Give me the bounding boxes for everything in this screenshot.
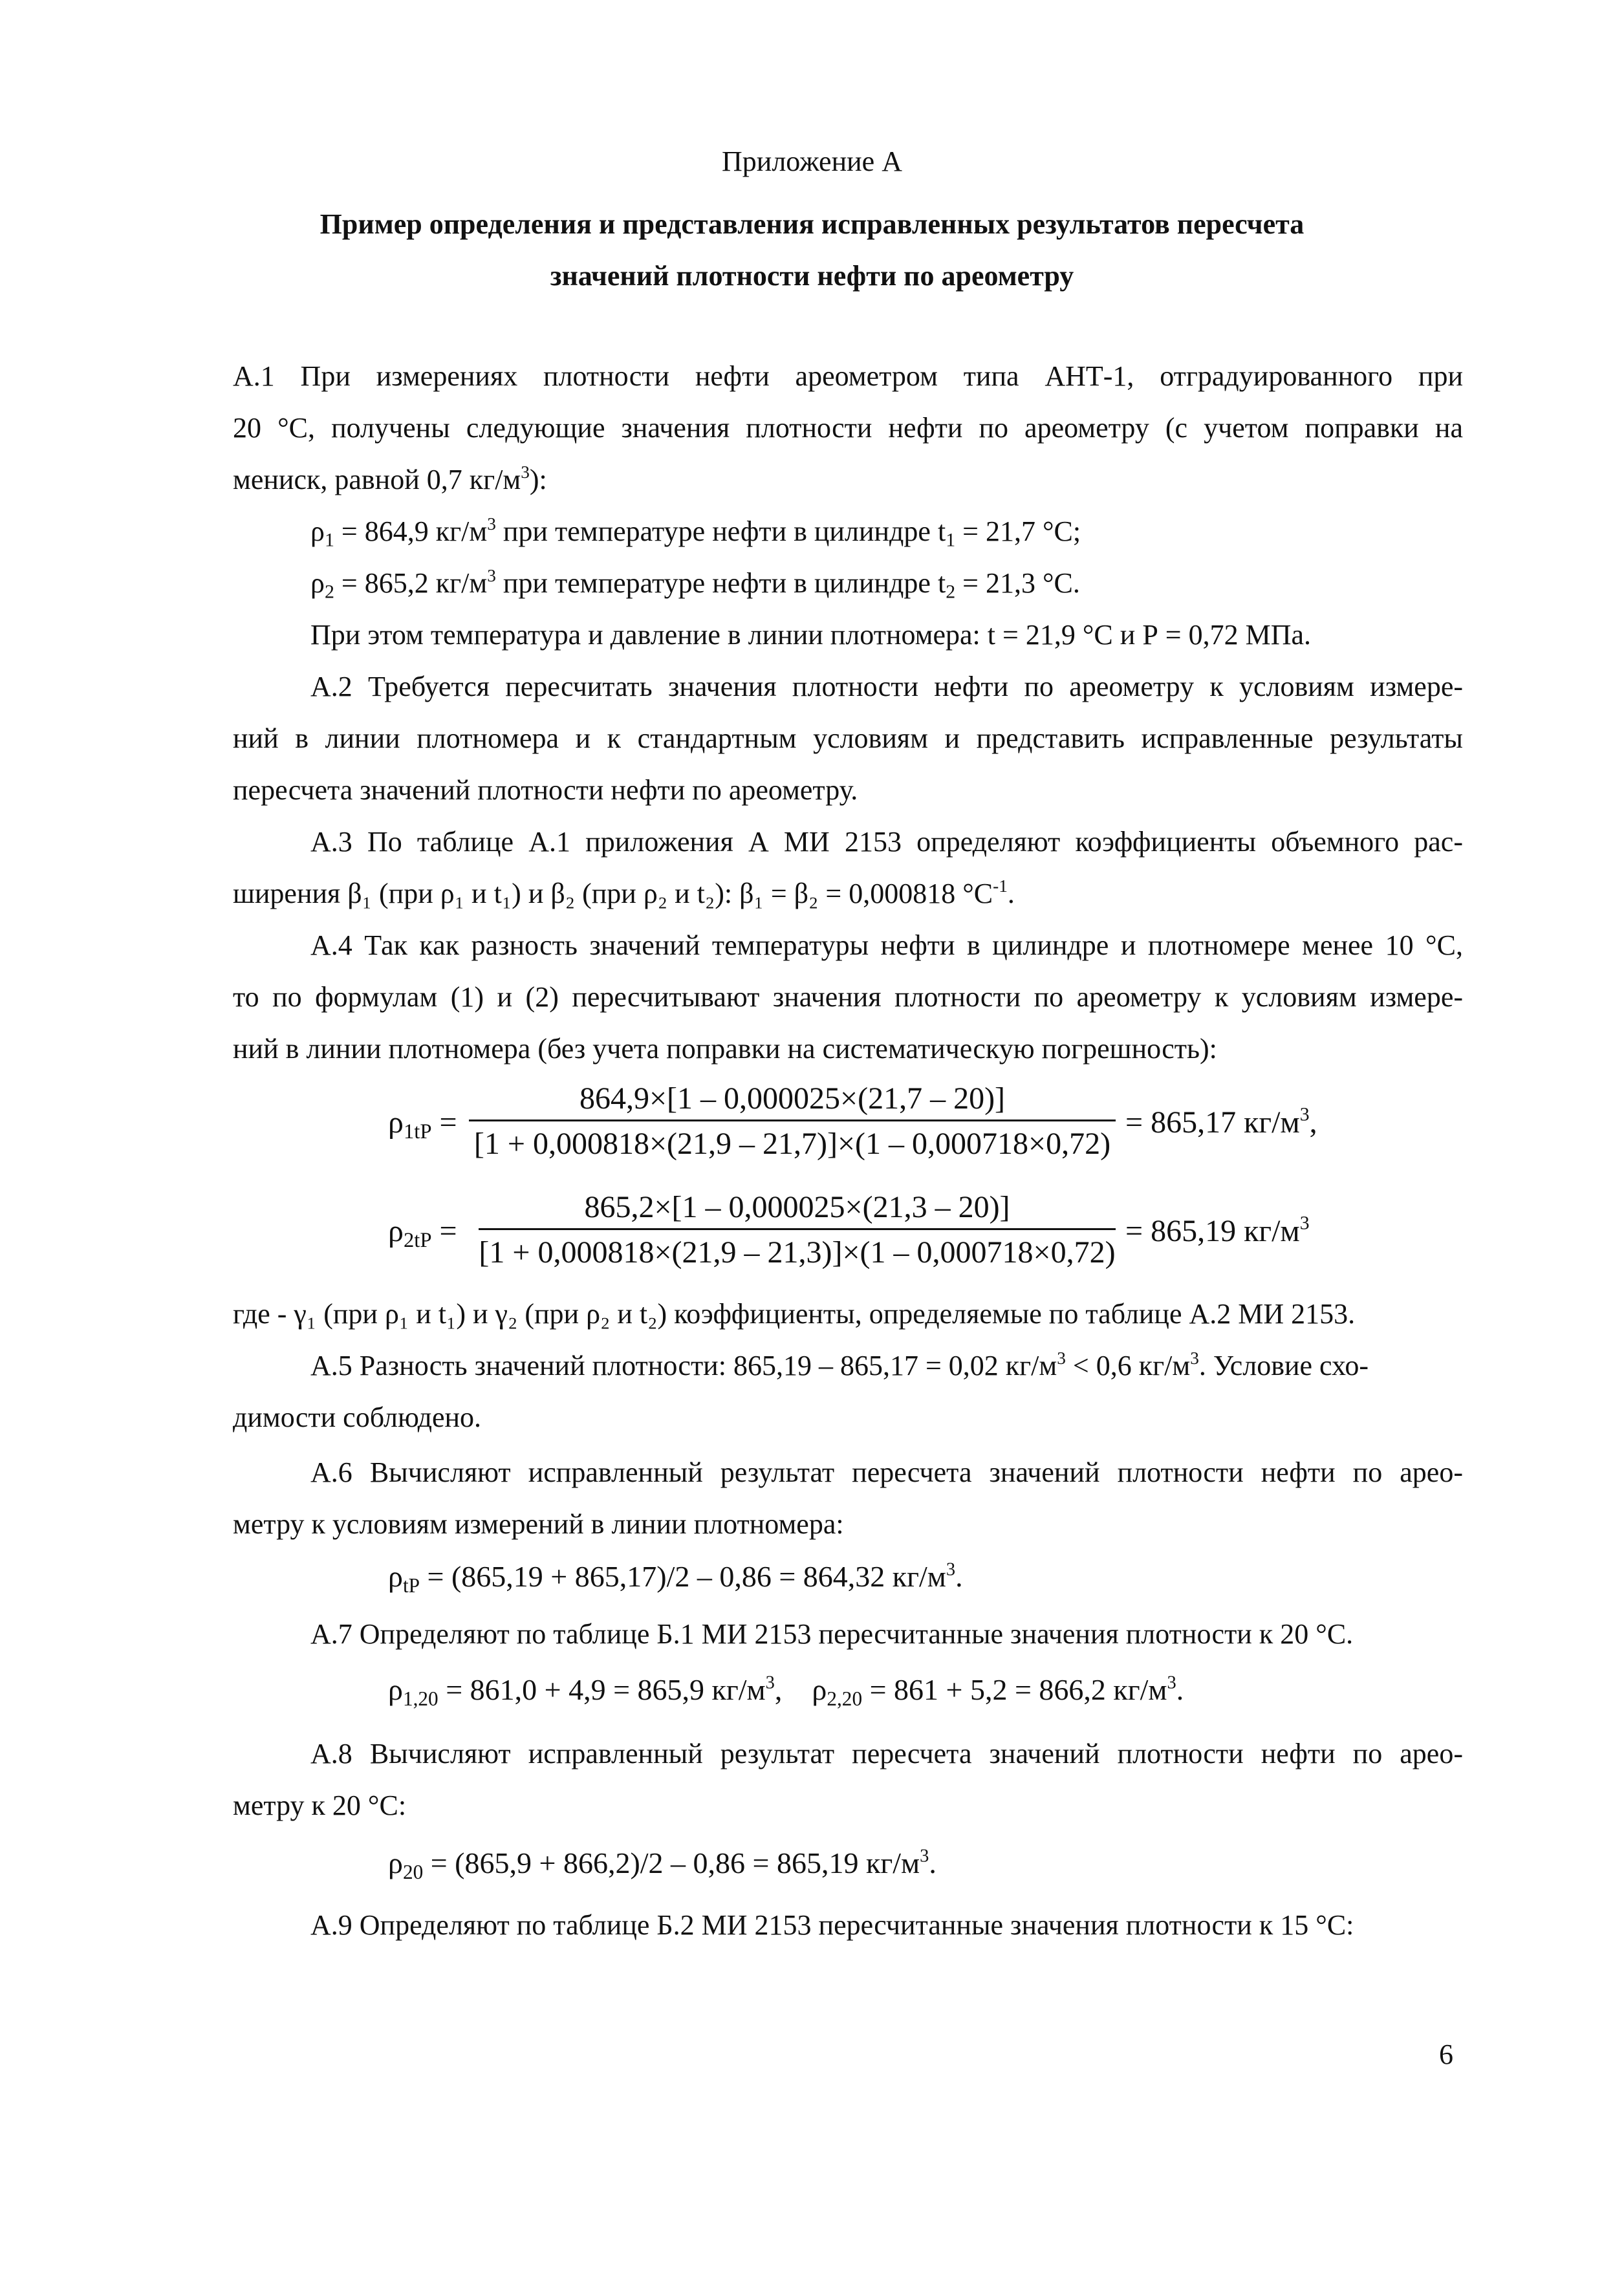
a9-line-1: А.9 Определяют по таблице Б.2 МИ 2153 пересчитанные значения плотности к 15 °С: [310, 1909, 1354, 1941]
a3-line-1: А.3 По таблице А.1 приложения А МИ 2153 определяют коэффициенты объемного рас- [310, 826, 1463, 858]
heading-line-1: Пример определения и представления исправленных результатов пересчета [319, 208, 1305, 240]
appendix-title: Приложение А [722, 146, 902, 177]
a4-line-2: то по формулам (1) и (2) пересчитывают значения плотности по ареометру к условиям измере- [233, 981, 1463, 1013]
a6-line-1: А.6 Вычисляют исправленный результат пересчета значений плотности нефти по арео- [310, 1456, 1463, 1488]
a4-line-3: ний в линии плотномера (без учета поправки на систематическую погрешность): [233, 1033, 1217, 1065]
a5-line-2: димости соблюдено. [233, 1401, 482, 1433]
formula-2-result: = 865,19 $кг/м^3$ [1125, 1212, 1310, 1248]
a6-formula: $\rho_{tP} = (865,19 + 865,17)/2 - 0,86 = 864,32$ $кг/м^3$. [388, 1559, 963, 1597]
a1-line-1: А.1 При измерениях плотности нефти ареометром типа АНТ-1, отградуированного при [233, 360, 1463, 392]
a8-line-2: метру к 20 °С: [233, 1790, 407, 1821]
a6-line-2: метру к условиям измерений в линии плотномера: [233, 1508, 844, 1540]
formula-2-bar [479, 1228, 1116, 1230]
a1-line-2: 20 °С, получены следующие значения плотности нефти по ареометру (с учетом поправки на [233, 412, 1463, 444]
a8-line-1: А.8 Вычисляют исправленный результат пересчета значений плотности нефти по арео- [310, 1738, 1463, 1769]
a3-line-2: ширения β₁ (при ρ₁ и t₁) и β₂ (при ρ₂ и t₂): β₁ = β₂ = 0,000818 $^\circ С^{-1}$. [233, 876, 1015, 909]
where-line: где - γ₁ (при ρ₁ и t₁) и γ₂ (при ρ₂ и t₂) коэффициенты, определяемые по таблице А.2 МИ 2153. [233, 1298, 1356, 1330]
a2-line-2: ний в линии плотномера и к стандартным условиям и представить исправленные результаты [233, 722, 1463, 754]
formula-2-fraction [479, 1192, 1116, 1276]
formula-1-bar [469, 1120, 1116, 1121]
formula-2-denominator: [1 + 0,000818×(21,9 – 21,3)]×(1 – 0,000718×0,72) [479, 1235, 1116, 1270]
formula-1-lhs: $\rho_{1tP}$ = [388, 1105, 457, 1144]
formula-2-lhs: $\rho_{2tP}$ = [388, 1214, 457, 1253]
a7-line-1: А.7 Определяют по таблице Б.1 МИ 2153 пересчитанные значения плотности к 20 °С. [310, 1618, 1354, 1650]
a1-line-3: мениск, равной 0,7 $кг/м^3$): [233, 462, 547, 495]
formula-1-denominator: [1 + 0,000818×(21,9 – 21,7)]×(1 – 0,000718×0,72) [473, 1127, 1111, 1161]
page-number: 6 [1439, 2039, 1453, 2070]
a2-line-3: пересчета значений плотности нефти по ареометру. [233, 774, 858, 806]
formula-1-fraction [469, 1083, 1116, 1167]
a8-formula: $\rho_{20} = (865,9 + 866,2)/2 - 0,86 = 865,19$ $кг/м^3$. [388, 1846, 937, 1883]
a5-line-1: А.5 Разность значений плотности: 865,19 – 865,17 = 0,02 $кг/м^3 < 0,6$ $кг/м^3$. Условие схо- [310, 1348, 1369, 1381]
a2-line-1: А.2 Требуется пересчитать значения плотности нефти по ареометру к условиям измере- [310, 671, 1463, 702]
formula-1-numerator: 864,9×[1 – 0,000025×(21,7 – 20)] [579, 1081, 1006, 1116]
a7-formulas: $\rho_{1,20} = 861,0 + 4,9 = 865,9$ $кг/м^3$, $\rho_{2,20} = 861 + 5,2 = 866,2$ $кг/м^3$. [388, 1672, 1184, 1710]
line-conditions: При этом температура и давление в линии плотномера: t = 21,9 °С и Р = 0,72 МПа. [310, 619, 1312, 651]
rho2-measurement: $\rho_2 = 865,2$ $кг/м^3$ при температуре нефти в цилиндре $t_2 = 21,3$ °С. [310, 566, 1080, 603]
a4-line-1: А.4 Так как разность значений температуры нефти в цилиндре и плотномере менее 10 °С, [310, 929, 1463, 961]
formula-1-result: = 865,17 $кг/м^3$, [1125, 1103, 1317, 1140]
heading-line-2: значений плотности нефти по ареометру [550, 260, 1074, 292]
formula-2-numerator: 865,2×[1 – 0,000025×(21,3 – 20)] [584, 1190, 1010, 1224]
rho1-measurement: $\rho_1 = 864,9$ $кг/м^3$ при температуре нефти в цилиндре $t_1 = 21,7$ °С; [310, 514, 1081, 551]
